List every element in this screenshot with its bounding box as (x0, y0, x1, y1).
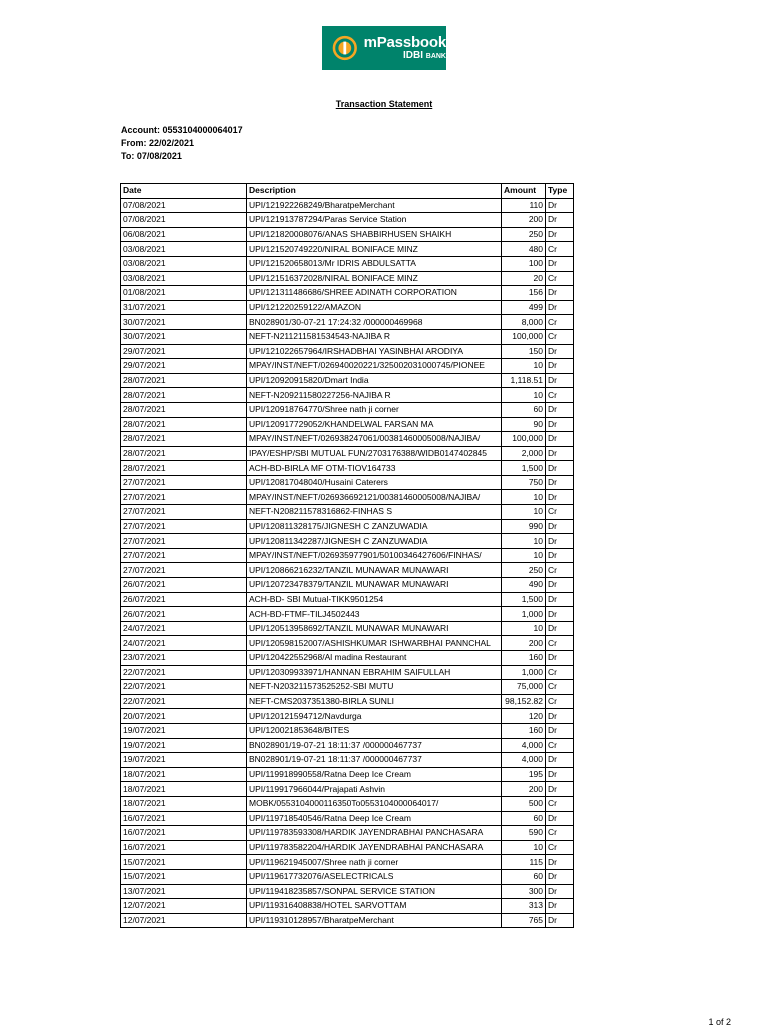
date-cell: 18/07/2021 (121, 767, 247, 782)
description-cell: MPAY/INST/NEFT/026940020221/325002031000745/PIONEE (247, 359, 502, 374)
date-cell: 24/07/2021 (121, 621, 247, 636)
description-cell: UPI/120309933971/HANNAN EBRAHIM SAIFULLAH (247, 665, 502, 680)
transaction-table (120, 183, 574, 928)
type-cell: Dr (546, 286, 574, 301)
amount-cell: 10 (502, 505, 546, 520)
date-cell: 19/07/2021 (121, 738, 247, 753)
table-row (121, 461, 574, 476)
logo-bank (364, 51, 446, 61)
table-row (121, 826, 574, 841)
amount-cell: 1,500 (502, 461, 546, 476)
type-cell: Dr (546, 855, 574, 870)
table-row (121, 548, 574, 563)
type-cell: Dr (546, 300, 574, 315)
amount-cell: 499 (502, 300, 546, 315)
description-cell: ACH-BD- SBI Mutual-TIKK9501254 (247, 592, 502, 607)
amount-cell: 490 (502, 578, 546, 593)
type-cell: Dr (546, 578, 574, 593)
type-cell: Dr (546, 607, 574, 622)
table-row (121, 782, 574, 797)
description-cell: MOBK/0553104000116350To0553104000064017/ (247, 796, 502, 811)
type-cell: Cr (546, 665, 574, 680)
table-row (121, 563, 574, 578)
date-cell: 03/08/2021 (121, 256, 247, 271)
table-row (121, 811, 574, 826)
description-cell: NEFT-N211211581534543-NAJIBA R (247, 329, 502, 344)
amount-cell: 200 (502, 636, 546, 651)
table-row (121, 738, 574, 753)
logo-bank-suffix: BANK (425, 53, 446, 60)
amount-cell: 750 (502, 475, 546, 490)
date-cell: 30/07/2021 (121, 329, 247, 344)
type-cell: Dr (546, 461, 574, 476)
idbi-logo-icon (332, 35, 358, 61)
description-cell: UPI/121922268249/BharatpeMerchant (247, 198, 502, 213)
table-row (121, 446, 574, 461)
date-cell: 01/08/2021 (121, 286, 247, 301)
description-cell: UPI/119918990558/Ratna Deep Ice Cream (247, 767, 502, 782)
table-row (121, 227, 574, 242)
table-row (121, 388, 574, 403)
description-cell: NEFT-CMS2037351380-BIRLA SUNLI (247, 694, 502, 709)
amount-cell: 75,000 (502, 680, 546, 695)
amount-cell: 160 (502, 651, 546, 666)
date-cell: 26/07/2021 (121, 607, 247, 622)
mpassbook-logo (322, 26, 446, 70)
description-cell: UPI/120121594712/Navdurga (247, 709, 502, 724)
date-cell: 27/07/2021 (121, 534, 247, 549)
description-cell: UPI/119617732076/ASELECTRICALS (247, 869, 502, 884)
type-cell: Dr (546, 592, 574, 607)
type-cell: Dr (546, 198, 574, 213)
description-cell: IPAY/ESHP/SBI MUTUAL FUN/2703176388/WIDB0147402845 (247, 446, 502, 461)
type-cell: Dr (546, 913, 574, 928)
table-row (121, 402, 574, 417)
type-cell: Dr (546, 344, 574, 359)
type-cell: Cr (546, 315, 574, 330)
amount-cell: 765 (502, 913, 546, 928)
amount-cell: 60 (502, 869, 546, 884)
description-cell: UPI/120866216232/TANZIL MUNAWAR MUNAWARI (247, 563, 502, 578)
amount-cell: 10 (502, 359, 546, 374)
table-row (121, 534, 574, 549)
description-cell: UPI/120918764770/Shree nath ji corner (247, 402, 502, 417)
date-cell: 16/07/2021 (121, 840, 247, 855)
type-cell: Dr (546, 884, 574, 899)
table-row (121, 242, 574, 257)
type-cell: Dr (546, 519, 574, 534)
date-cell: 07/08/2021 (121, 198, 247, 213)
table-row (121, 665, 574, 680)
date-cell: 20/07/2021 (121, 709, 247, 724)
table-row (121, 884, 574, 899)
table-row (121, 869, 574, 884)
table-row (121, 840, 574, 855)
type-cell: Dr (546, 869, 574, 884)
table-row (121, 607, 574, 622)
amount-cell: 60 (502, 811, 546, 826)
description-cell: MPAY/INST/NEFT/026938247061/00381460005008/NAJIBA/ (247, 432, 502, 447)
date-cell: 22/07/2021 (121, 665, 247, 680)
amount-cell: 20 (502, 271, 546, 286)
date-cell: 12/07/2021 (121, 913, 247, 928)
date-cell: 15/07/2021 (121, 855, 247, 870)
date-cell: 23/07/2021 (121, 651, 247, 666)
description-cell: UPI/119418235857/SONPAL SERVICE STATION (247, 884, 502, 899)
type-cell: Dr (546, 621, 574, 636)
type-cell: Dr (546, 723, 574, 738)
description-cell: UPI/120811342287/JIGNESH C ZANZUWADIA (247, 534, 502, 549)
description-cell: UPI/119621945007/Shree nath ji corner (247, 855, 502, 870)
table-row (121, 753, 574, 768)
amount-cell: 10 (502, 548, 546, 563)
table-row (121, 329, 574, 344)
header-date: Date (121, 184, 247, 199)
description-cell: UPI/120021853648/BITES (247, 723, 502, 738)
description-cell: UPI/119316408838/HOTEL SARVOTTAM (247, 899, 502, 914)
type-cell: Cr (546, 242, 574, 257)
amount-cell: 195 (502, 767, 546, 782)
amount-cell: 2,000 (502, 446, 546, 461)
amount-cell: 300 (502, 884, 546, 899)
date-cell: 12/07/2021 (121, 899, 247, 914)
amount-cell: 590 (502, 826, 546, 841)
type-cell: Dr (546, 373, 574, 388)
type-cell: Dr (546, 782, 574, 797)
table-row (121, 359, 574, 374)
description-cell: UPI/121022657964/IRSHADBHAI YASINBHAI ARODIYA (247, 344, 502, 359)
table-row (121, 198, 574, 213)
type-cell: Dr (546, 475, 574, 490)
date-cell: 26/07/2021 (121, 578, 247, 593)
amount-cell: 100,000 (502, 432, 546, 447)
type-cell: Dr (546, 753, 574, 768)
from-date: From: 22/02/2021 (121, 138, 195, 148)
description-cell: BN028901/30-07-21 17:24:32 /000000469968 (247, 315, 502, 330)
type-cell: Dr (546, 651, 574, 666)
amount-cell: 500 (502, 796, 546, 811)
table-row (121, 621, 574, 636)
table-row (121, 519, 574, 534)
amount-cell: 8,000 (502, 315, 546, 330)
table-row (121, 213, 574, 228)
table-row (121, 899, 574, 914)
type-cell: Cr (546, 271, 574, 286)
description-cell: UPI/120920915820/Dmart India (247, 373, 502, 388)
description-cell: UPI/119310128957/BharatpeMerchant (247, 913, 502, 928)
description-cell: BN028901/19-07-21 18:11:37 /000000467737 (247, 738, 502, 753)
amount-cell: 120 (502, 709, 546, 724)
date-cell: 27/07/2021 (121, 548, 247, 563)
table-row (121, 300, 574, 315)
table-row (121, 767, 574, 782)
table-row (121, 505, 574, 520)
date-cell: 15/07/2021 (121, 869, 247, 884)
description-cell: UPI/120422552968/Al madina Restaurant (247, 651, 502, 666)
type-cell: Cr (546, 329, 574, 344)
description-cell: NEFT-N208211578316862-FINHAS S (247, 505, 502, 520)
description-cell: UPI/121913787294/Paras Service Station (247, 213, 502, 228)
date-cell: 28/07/2021 (121, 446, 247, 461)
date-cell: 27/07/2021 (121, 563, 247, 578)
date-cell: 27/07/2021 (121, 519, 247, 534)
amount-cell: 10 (502, 840, 546, 855)
date-cell: 16/07/2021 (121, 811, 247, 826)
type-cell: Cr (546, 388, 574, 403)
type-cell: Dr (546, 359, 574, 374)
description-cell: UPI/120917729052/KHANDELWAL FARSAN MA (247, 417, 502, 432)
to-date: To: 07/08/2021 (121, 151, 182, 161)
date-cell: 29/07/2021 (121, 359, 247, 374)
type-cell: Dr (546, 490, 574, 505)
description-cell: UPI/119718540546/Ratna Deep Ice Cream (247, 811, 502, 826)
type-cell: Dr (546, 899, 574, 914)
amount-cell: 1,000 (502, 607, 546, 622)
table-row (121, 373, 574, 388)
date-cell: 19/07/2021 (121, 753, 247, 768)
table-row (121, 432, 574, 447)
description-cell: UPI/120598152007/ASHISHKUMAR ISHWARBHAI PANNCHAL (247, 636, 502, 651)
date-cell: 03/08/2021 (121, 271, 247, 286)
type-cell: Cr (546, 694, 574, 709)
description-cell: UPI/119917966044/Prajapati Ashvin (247, 782, 502, 797)
description-cell: UPI/119783582204/HARDIK JAYENDRABHAI PANCHASARA (247, 840, 502, 855)
amount-cell: 1,000 (502, 665, 546, 680)
header-type: Type (546, 184, 574, 199)
amount-cell: 10 (502, 534, 546, 549)
type-cell: Dr (546, 432, 574, 447)
table-row (121, 651, 574, 666)
date-cell: 22/07/2021 (121, 680, 247, 695)
table-row (121, 694, 574, 709)
amount-cell: 100 (502, 256, 546, 271)
description-cell: UPI/120723478379/TANZIL MUNAWAR MUNAWARI (247, 578, 502, 593)
date-cell: 13/07/2021 (121, 884, 247, 899)
description-cell: UPI/120513958692/TANZIL MUNAWAR MUNAWARI (247, 621, 502, 636)
amount-cell: 1,118.51 (502, 373, 546, 388)
amount-cell: 4,000 (502, 753, 546, 768)
description-cell: UPI/121820008076/ANAS SHABBIRHUSEN SHAIKH (247, 227, 502, 242)
page-number: 1 of 2 (708, 1017, 731, 1027)
statement-meta (121, 124, 243, 163)
date-cell: 27/07/2021 (121, 490, 247, 505)
table-row (121, 709, 574, 724)
date-cell: 29/07/2021 (121, 344, 247, 359)
date-cell: 24/07/2021 (121, 636, 247, 651)
type-cell: Dr (546, 227, 574, 242)
type-cell: Dr (546, 446, 574, 461)
description-cell: MPAY/INST/NEFT/026936692121/00381460005008/NAJIBA/ (247, 490, 502, 505)
logo-title: mPassbook (363, 34, 446, 51)
amount-cell: 98,152.82 (502, 694, 546, 709)
amount-cell: 200 (502, 782, 546, 797)
amount-cell: 100,000 (502, 329, 546, 344)
amount-cell: 150 (502, 344, 546, 359)
amount-cell: 110 (502, 198, 546, 213)
amount-cell: 156 (502, 286, 546, 301)
description-cell: UPI/121520658013/Mr IDRIS ABDULSATTA (247, 256, 502, 271)
table-row (121, 855, 574, 870)
type-cell: Dr (546, 548, 574, 563)
type-cell: Cr (546, 840, 574, 855)
description-cell: NEFT-N209211580227256-NAJIBA R (247, 388, 502, 403)
type-cell: Dr (546, 213, 574, 228)
description-cell: UPI/121516372028/NIRAL BONIFACE MINZ (247, 271, 502, 286)
type-cell: Dr (546, 811, 574, 826)
type-cell: Cr (546, 636, 574, 651)
table-row (121, 271, 574, 286)
table-row (121, 315, 574, 330)
type-cell: Dr (546, 767, 574, 782)
transaction-rows (121, 198, 574, 928)
amount-cell: 990 (502, 519, 546, 534)
description-cell: UPI/120817048040/Husaini Caterers (247, 475, 502, 490)
description-cell: ACH-BD-FTMF-TILJ4502443 (247, 607, 502, 622)
type-cell: Dr (546, 256, 574, 271)
amount-cell: 10 (502, 621, 546, 636)
table-row (121, 490, 574, 505)
amount-cell: 200 (502, 213, 546, 228)
amount-cell: 1,500 (502, 592, 546, 607)
description-cell: UPI/121520749220/NIRAL BONIFACE MINZ (247, 242, 502, 257)
date-cell: 28/07/2021 (121, 373, 247, 388)
date-cell: 16/07/2021 (121, 826, 247, 841)
table-row (121, 475, 574, 490)
description-cell: UPI/121220259122/AMAZON (247, 300, 502, 315)
amount-cell: 313 (502, 899, 546, 914)
type-cell: Cr (546, 505, 574, 520)
date-cell: 27/07/2021 (121, 475, 247, 490)
amount-cell: 60 (502, 402, 546, 417)
date-cell: 03/08/2021 (121, 242, 247, 257)
table-header-row (121, 184, 574, 199)
date-cell: 28/07/2021 (121, 402, 247, 417)
type-cell: Cr (546, 738, 574, 753)
date-cell: 30/07/2021 (121, 315, 247, 330)
date-cell: 27/07/2021 (121, 505, 247, 520)
table-row (121, 256, 574, 271)
amount-cell: 250 (502, 563, 546, 578)
table-row (121, 286, 574, 301)
statement-title: Transaction Statement (335, 99, 433, 109)
date-cell: 06/08/2021 (121, 227, 247, 242)
amount-cell: 250 (502, 227, 546, 242)
header-amount: Amount (502, 184, 546, 199)
description-cell: UPI/120811328175/JIGNESH C ZANZUWADIA (247, 519, 502, 534)
table-row (121, 723, 574, 738)
logo-bank-name: IDBI (402, 50, 423, 61)
date-cell: 28/07/2021 (121, 388, 247, 403)
table-row (121, 636, 574, 651)
description-cell: ACH-BD-BIRLA MF OTM-TIOV164733 (247, 461, 502, 476)
description-cell: NEFT-N203211573525252-SBI MUTU (247, 680, 502, 695)
amount-cell: 10 (502, 490, 546, 505)
table-row (121, 417, 574, 432)
amount-cell: 480 (502, 242, 546, 257)
date-cell: 22/07/2021 (121, 694, 247, 709)
description-cell: BN028901/19-07-21 18:11:37 /000000467737 (247, 753, 502, 768)
date-cell: 28/07/2021 (121, 432, 247, 447)
table-row (121, 796, 574, 811)
table-row (121, 680, 574, 695)
header-description: Description (247, 184, 502, 199)
table-row (121, 578, 574, 593)
description-cell: MPAY/INST/NEFT/026935977901/50100346427606/FINHAS/ (247, 548, 502, 563)
table-row (121, 592, 574, 607)
date-cell: 31/07/2021 (121, 300, 247, 315)
date-cell: 18/07/2021 (121, 782, 247, 797)
logo-text (364, 35, 446, 61)
description-cell: UPI/121311486686/SHREE ADINATH CORPORATION (247, 286, 502, 301)
account-number: Account: 0553104000064017 (121, 125, 243, 135)
amount-cell: 115 (502, 855, 546, 870)
type-cell: Dr (546, 534, 574, 549)
table-row (121, 344, 574, 359)
type-cell: Dr (546, 709, 574, 724)
date-cell: 28/07/2021 (121, 417, 247, 432)
type-cell: Dr (546, 402, 574, 417)
type-cell: Dr (546, 417, 574, 432)
amount-cell: 160 (502, 723, 546, 738)
amount-cell: 90 (502, 417, 546, 432)
amount-cell: 10 (502, 388, 546, 403)
type-cell: Cr (546, 826, 574, 841)
date-cell: 18/07/2021 (121, 796, 247, 811)
amount-cell: 4,000 (502, 738, 546, 753)
description-cell: UPI/119783593308/HARDIK JAYENDRABHAI PANCHASARA (247, 826, 502, 841)
date-cell: 26/07/2021 (121, 592, 247, 607)
date-cell: 28/07/2021 (121, 461, 247, 476)
table-row (121, 913, 574, 928)
type-cell: Cr (546, 680, 574, 695)
date-cell: 19/07/2021 (121, 723, 247, 738)
type-cell: Cr (546, 563, 574, 578)
type-cell: Cr (546, 796, 574, 811)
date-cell: 07/08/2021 (121, 213, 247, 228)
